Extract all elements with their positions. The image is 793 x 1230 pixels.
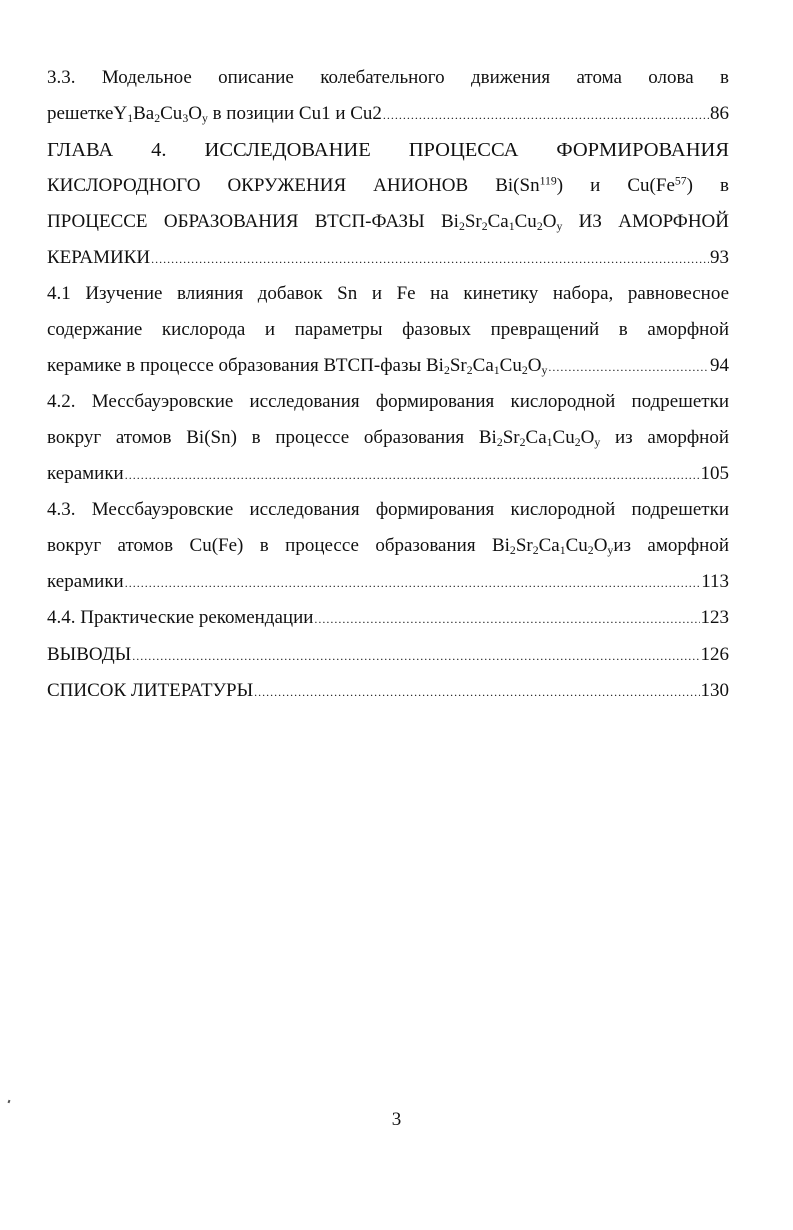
toc-chapter-4-line3: ПРОЦЕССЕ ОБРАЗОВАНИЯ ВТСП-ФАЗЫ $Bi_2Sr_2Ca_1Cu_2O_y$ ИЗ АМОРФНОЙ (47, 211, 729, 233)
toc-entry-4-4-title: 4.4. Практические рекомендации (47, 607, 314, 628)
formula-bscco: $Bi_2Sr_2Ca_1Cu_2O_y$ (478, 427, 601, 449)
toc-chapter-4-line1: ГЛАВА 4. ИССЛЕДОВАНИЕ ПРОЦЕССА ФОРМИРОВАНИЯ (47, 139, 729, 161)
leader-dots (125, 568, 700, 597)
leader-dots (125, 460, 700, 489)
toc-entry-4-3-tail: керамики (47, 571, 124, 592)
toc-chapter-4-line2: КИСЛОРОДНОГО ОКРУЖЕНИЯ АНИОНОВ Bi(Sn$^{119}$) и Cu(Fe$^{57}$) в (47, 174, 729, 196)
toc-entry-references (47, 676, 729, 706)
toc-entry-references-title: СПИСОК ЛИТЕРАТУРЫ (47, 680, 254, 701)
toc-entry-3-3-page: 86 (710, 103, 729, 124)
toc-entry-conclusions-page: 126 (700, 644, 729, 665)
toc-entry-4-1-page: 94 (710, 355, 729, 376)
toc-entry-4-2-line3 (47, 459, 729, 489)
leader-dots (548, 352, 709, 381)
toc-entry-4-2-tail: керамики (47, 463, 124, 484)
toc-entry-4-2-page: 105 (700, 463, 729, 484)
toc-chapter-4-page: 93 (710, 247, 729, 268)
toc-entry-4-1-line1: 4.1 Изучение влияния добавок Sn и Fe на кинетику набора, равновесное (47, 283, 729, 304)
toc-entry-4-2-line1: 4.2. Мессбауэровские исследования формирования кислородной подрешетки (47, 391, 729, 412)
formula-ybco: $Y_1Ba_2Cu_3O_y$ (113, 103, 208, 125)
toc-entry-3-3-line2 (47, 99, 729, 129)
toc-entry-conclusions (47, 640, 729, 670)
toc-entry-references-page: 130 (700, 680, 729, 701)
toc-entry-conclusions-title: ВЫВОДЫ (47, 644, 132, 665)
toc-entry-3-3-title: $решеткеY_1Ba_2Cu_3O_y$ в позиции Cu1 и Cu2 (47, 103, 382, 125)
leader-dots (132, 641, 699, 670)
leader-dots (254, 677, 699, 706)
scan-speck (8, 1100, 11, 1104)
page-number: 3 (391, 1109, 402, 1130)
toc-entry-4-1-line2: содержание кислорода и параметры фазовых превращений в аморфной (47, 319, 729, 340)
toc-entry-3-3-line1: 3.3. Модельное описание колебательного движения атома олова в (47, 67, 729, 88)
toc-chapter-4-tail: КЕРАМИКИ (47, 247, 151, 268)
formula-bscco: $Bi_2Sr_2Ca_1Cu_2O_y$ (440, 211, 563, 233)
leader-dots (151, 244, 709, 273)
toc-entry-4-4 (47, 603, 729, 633)
toc-entry-4-1-line3 (47, 351, 729, 381)
toc-entry-4-4-page: 123 (700, 607, 729, 628)
formula-bscco: $Bi_2Sr_2Ca_1Cu_2O_y$ (491, 535, 614, 557)
toc-entry-4-2-line2: вокруг атомов Bi(Sn) в процессе образования $Bi_2Sr_2Ca_1Cu_2O_y$ из аморфной (47, 427, 729, 449)
toc-entry-4-3-line1: 4.3. Мессбауэровские исследования формирования кислородной подрешетки (47, 499, 729, 520)
leader-dots (314, 604, 699, 633)
toc-entry-4-3-line3 (47, 567, 729, 597)
formula-bscco: $Bi_2Sr_2Ca_1Cu_2O_y$ (426, 355, 548, 377)
toc-chapter-4-line4 (47, 243, 729, 273)
toc-entry-4-1-tail: керамике в процессе образования ВТСП-фазы $Bi_2Sr_2Ca_1Cu_2O_y$ (47, 355, 548, 377)
leader-dots (383, 100, 709, 129)
toc-entry-4-3-page: 113 (701, 571, 729, 592)
toc-entry-4-3-line2: вокруг атомов Cu(Fe) в процессе образования $Bi_2Sr_2Ca_1Cu_2O_yиз$ аморфной (47, 535, 729, 557)
